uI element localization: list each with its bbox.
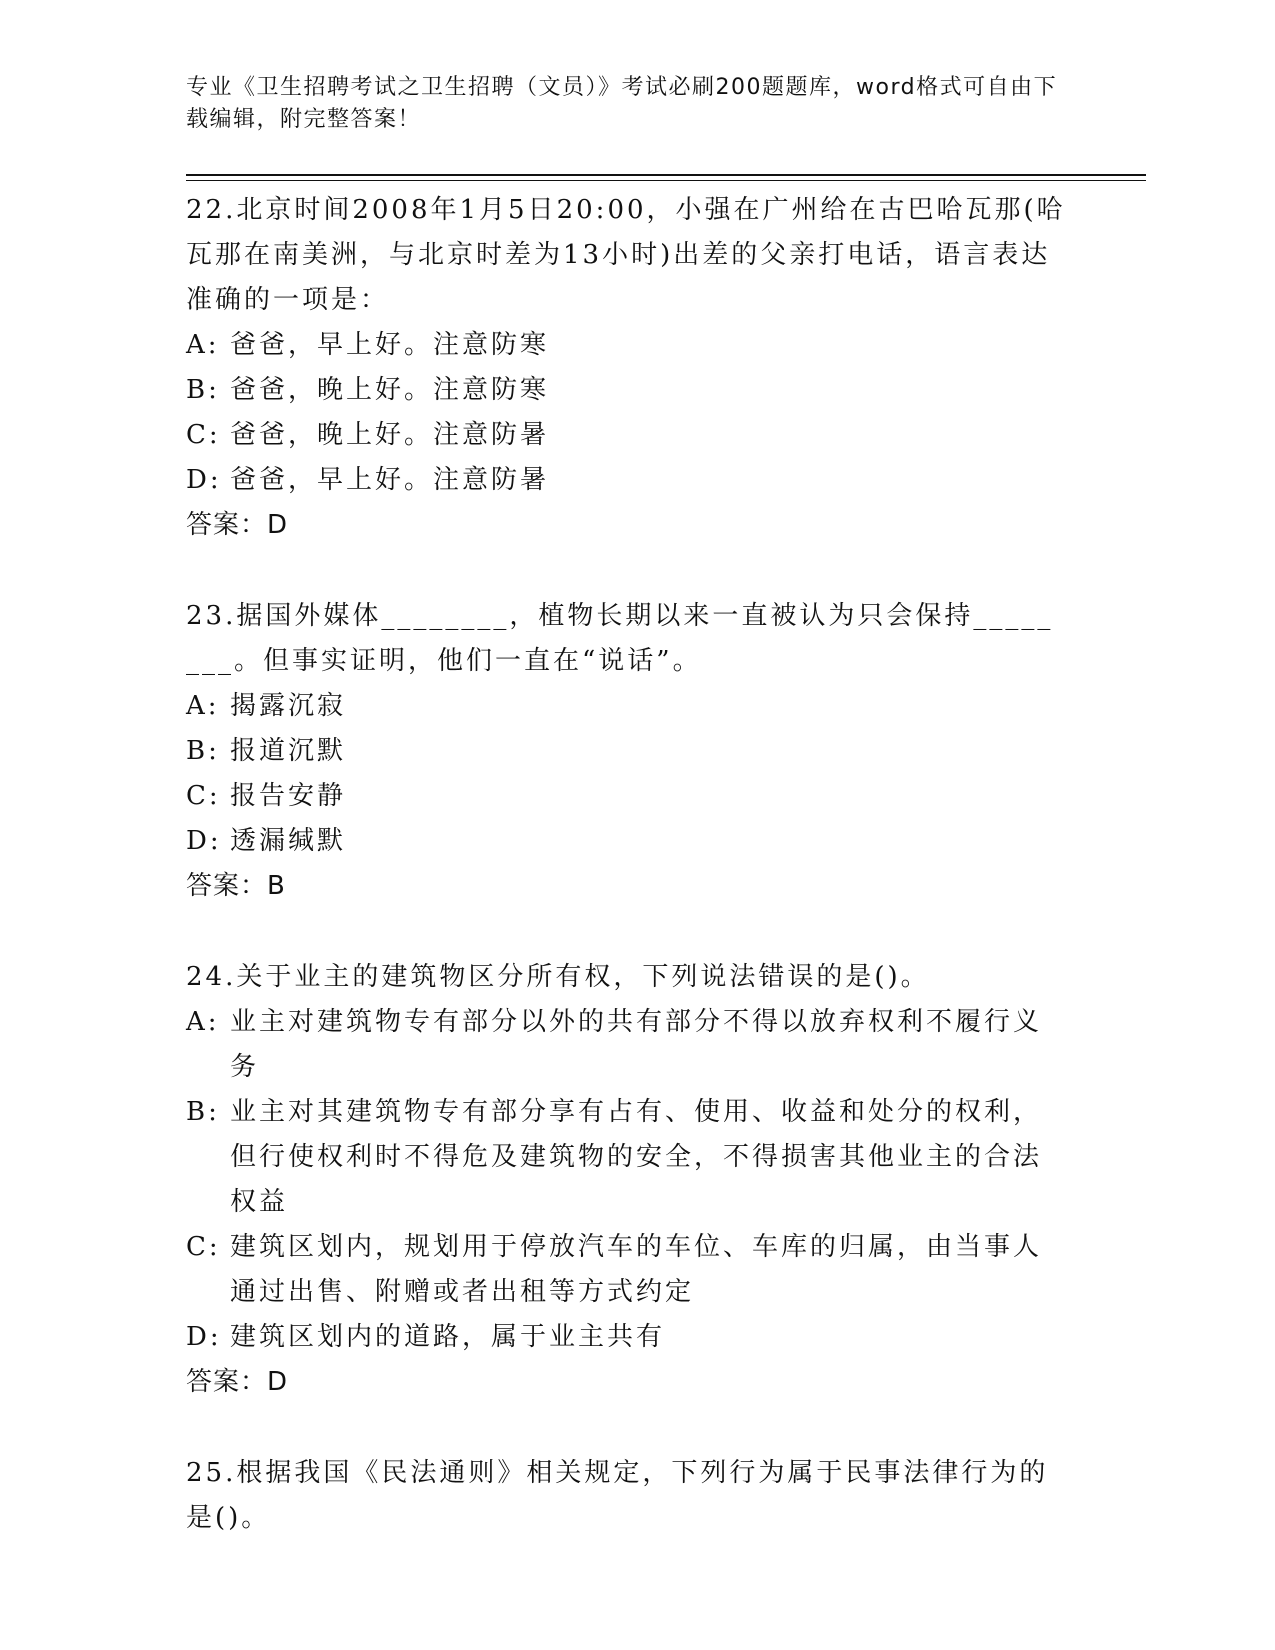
- option-d: [186, 819, 1066, 864]
- header-divider-thin: [186, 180, 1146, 181]
- option-b: [186, 1090, 1066, 1225]
- option-letter: C:: [186, 1232, 221, 1262]
- question-stem: 24.关于业主的建筑物区分所有权，下列说法错误的是()。: [186, 962, 930, 992]
- question-24: [186, 955, 1066, 1405]
- option-letter: B:: [186, 736, 220, 766]
- question-23: [186, 594, 1066, 909]
- option-letter: B:: [186, 1097, 220, 1127]
- option-c: [186, 774, 1066, 819]
- option-letter: C:: [186, 420, 221, 450]
- option-text: 建筑区划内，规划用于停放汽车的车位、车库的归属，由当事人通过出售、附赠或者出租等方式约定: [230, 1232, 1043, 1307]
- answer-line: 答案：D: [186, 1367, 289, 1397]
- option-a: [186, 1000, 1066, 1090]
- question-stem: 23.据国外媒体________，植物长期以来一直被认为只会保持________。但事实证明，他们一直在“说话”。: [186, 601, 1054, 676]
- option-letter: B:: [186, 375, 220, 405]
- option-text: 爸爸，早上好。注意防暑: [230, 465, 550, 495]
- question-stem: 25.根据我国《民法通则》相关规定，下列行为属于民事法律行为的是()。: [186, 1458, 1049, 1533]
- option-letter: D:: [186, 465, 222, 495]
- option-c: [186, 1225, 1066, 1315]
- option-text: 揭露沉寂: [230, 691, 347, 721]
- answer-line: 答案：B: [186, 871, 286, 901]
- option-text: 报道沉默: [230, 736, 347, 766]
- option-letter: C:: [186, 781, 221, 811]
- option-letter: A:: [186, 1007, 220, 1037]
- option-text: 业主对其建筑物专有部分享有占有、使用、收益和处分的权利，但行使权利时不得危及建筑物的安全，不得损害其他业主的合法权益: [230, 1097, 1043, 1217]
- question-stem: 22.北京时间2008年1月5日20:00，小强在广州给在古巴哈瓦那(哈瓦那在南美洲，与北京时差为13小时)出差的父亲打电话，语言表达准确的一项是：: [186, 195, 1066, 315]
- question-25: [186, 1451, 1066, 1541]
- option-text: 爸爸，晚上好。注意防寒: [230, 375, 550, 405]
- question-22: [186, 188, 1066, 548]
- option-text: 报告安静: [230, 781, 347, 811]
- option-b: [186, 729, 1066, 774]
- answer-line: 答案：D: [186, 510, 289, 540]
- question-list: [186, 188, 1066, 1587]
- document-header: [186, 72, 1066, 136]
- option-c: [186, 413, 1066, 458]
- option-b: [186, 368, 1066, 413]
- option-letter: A:: [186, 330, 220, 360]
- option-a: [186, 323, 1066, 368]
- option-letter: D:: [186, 1322, 222, 1352]
- option-a: [186, 684, 1066, 729]
- option-text: 业主对建筑物专有部分以外的共有部分不得以放弃权利不履行义务: [230, 1007, 1043, 1082]
- header-intro-text: 专业《卫生招聘考试之卫生招聘（文员）》考试必刷200题题库，word格式可自由下载编辑，附完整答案！: [186, 75, 1058, 132]
- option-letter: A:: [186, 691, 220, 721]
- option-text: 透漏缄默: [230, 826, 347, 856]
- header-divider-thick: [186, 174, 1146, 176]
- option-text: 爸爸，晚上好。注意防暑: [230, 420, 550, 450]
- option-d: [186, 1315, 1066, 1360]
- option-d: [186, 458, 1066, 503]
- option-text: 建筑区划内的道路，属于业主共有: [230, 1322, 666, 1352]
- option-letter: D:: [186, 826, 222, 856]
- option-text: 爸爸，早上好。注意防寒: [230, 330, 550, 360]
